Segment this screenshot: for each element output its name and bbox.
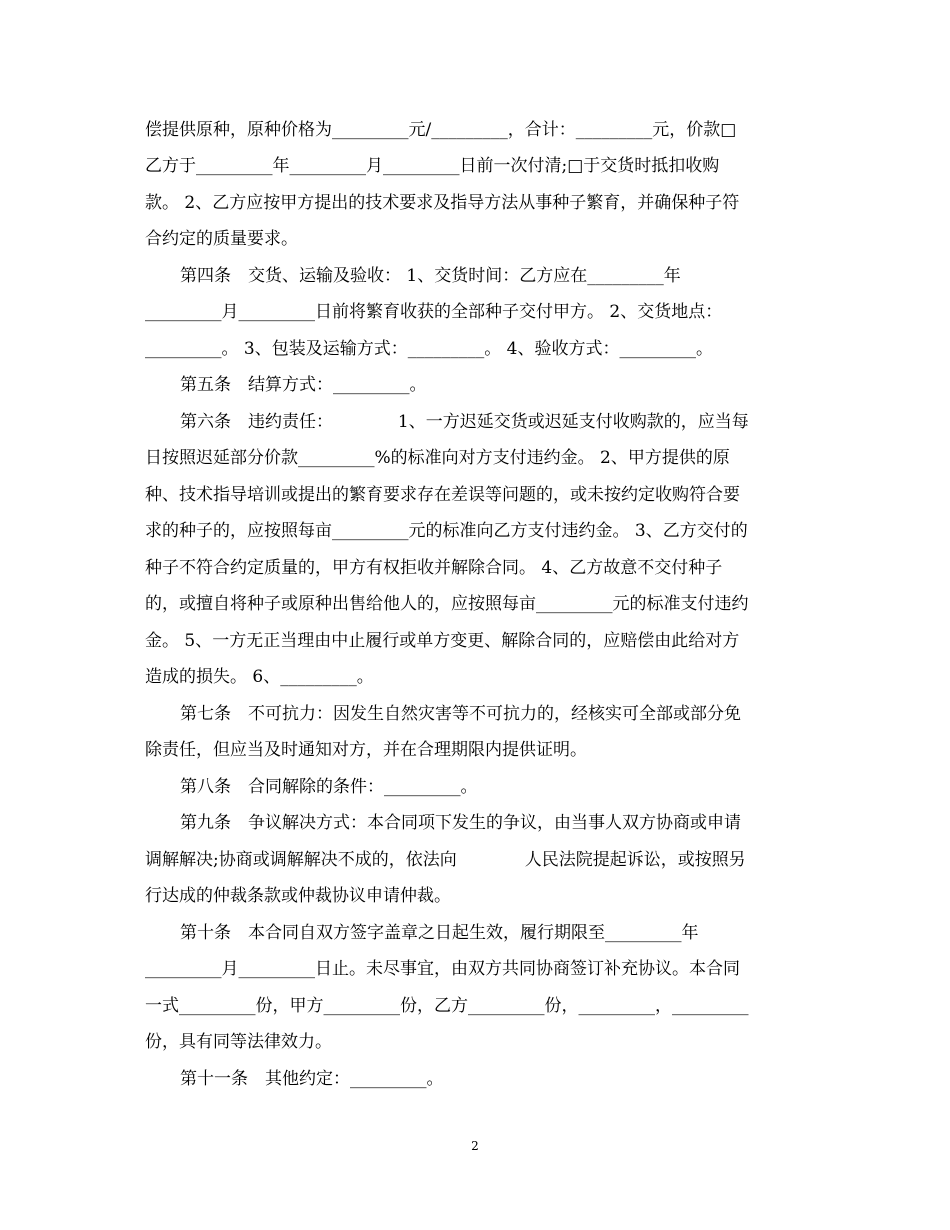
body-line-18: 除责任，但应当及时通知对方，并在合理期限内提供证明。 (145, 740, 587, 760)
body-line-11: 种、技术指导培训或提出的繁育要求存在差误等问题的，或未按约定收购符合要 (145, 485, 740, 505)
body-line-14: 的，或擅自将种子或原种出售给他人的，应按照每亩_________元的标准支付违约 (145, 594, 749, 614)
body-line-6: _________月_________日前将繁育收获的全部种子交付甲方。 2、交货地点： (145, 302, 723, 322)
clause-11-line: 第十一条 其他约定：_________。 (180, 1069, 444, 1089)
body-line-3: 款。 2、乙方应按甲方提出的技术要求及指导方法从事种子繁育，并确保种子符 (145, 193, 740, 213)
clause-8-line: 第八条 合同解除的条件：_________。 (180, 777, 478, 797)
clause-6-heading-line: 第六条 违约责任： 1、一方迟延交货或迟延支付收购款的，应当每 (180, 412, 749, 432)
body-line-24: _________月_________日止。未尽事宜，由双方共同协商签订补充协议。本合同 (145, 959, 740, 979)
body-line-10: 日按照迟延部分价款_________%的标准向对方支付违约金。 2、甲方提供的原 (145, 448, 730, 468)
body-line-15: 金。 5、一方无正当理由中止履行或单方变更、解除合同的，应赔偿由此给对方 (145, 631, 740, 651)
body-line-2: 乙方于_________年_________月_________日前一次付清;□于交货时抵扣收购 (145, 156, 720, 176)
clause-7-heading-line: 第七条 不可抗力：因发生自然灾害等不可抗力的，经核实可全部或部分免 (180, 704, 741, 724)
body-line-25: 一式_________份，甲方_________份，乙方_________份，_________，_________ (145, 996, 749, 1016)
body-line-4: 合约定的质量要求。 (145, 229, 298, 249)
body-line-12: 求的种子的，应按照每亩_________元的标准向乙方支付违约金。 3、乙方交付的 (145, 521, 748, 541)
body-line-13: 种子不符合约定质量的，甲方有权拒收并解除合同。 4、乙方故意不交付种子 (145, 558, 723, 578)
body-line-21: 调解解决;协商或调解解决不成的，依法向 人民法院提起诉讼，或按照另 (145, 850, 746, 870)
body-line-16: 造成的损失。 6、_________。 (145, 667, 374, 687)
body-line-7: _________。 3、包装及运输方式：_________。 4、验收方式：_________。 (145, 339, 713, 359)
clause-10-heading-line: 第十条 本合同自双方签字盖章之日起生效，履行期限至_________年 (180, 923, 699, 943)
clause-4-heading-line: 第四条 交货、运输及验收： 1、交货时间：乙方应在_________年 (180, 266, 681, 286)
body-line-1: 偿提供原种，原种价格为_________元/_________，合计：_________元，价款□ (145, 120, 737, 140)
body-line-22: 行达成的仲裁条款或仲裁协议申请仲裁。 (145, 886, 451, 906)
clause-9-heading-line: 第九条 争议解决方式：本合同项下发生的争议，由当事人双方协商或申请 (180, 813, 741, 833)
body-line-26: 份，具有同等法律效力。 (145, 1032, 332, 1052)
clause-5-line: 第五条 结算方式：_________。 (180, 375, 427, 395)
page-number: 2 (471, 1139, 479, 1153)
